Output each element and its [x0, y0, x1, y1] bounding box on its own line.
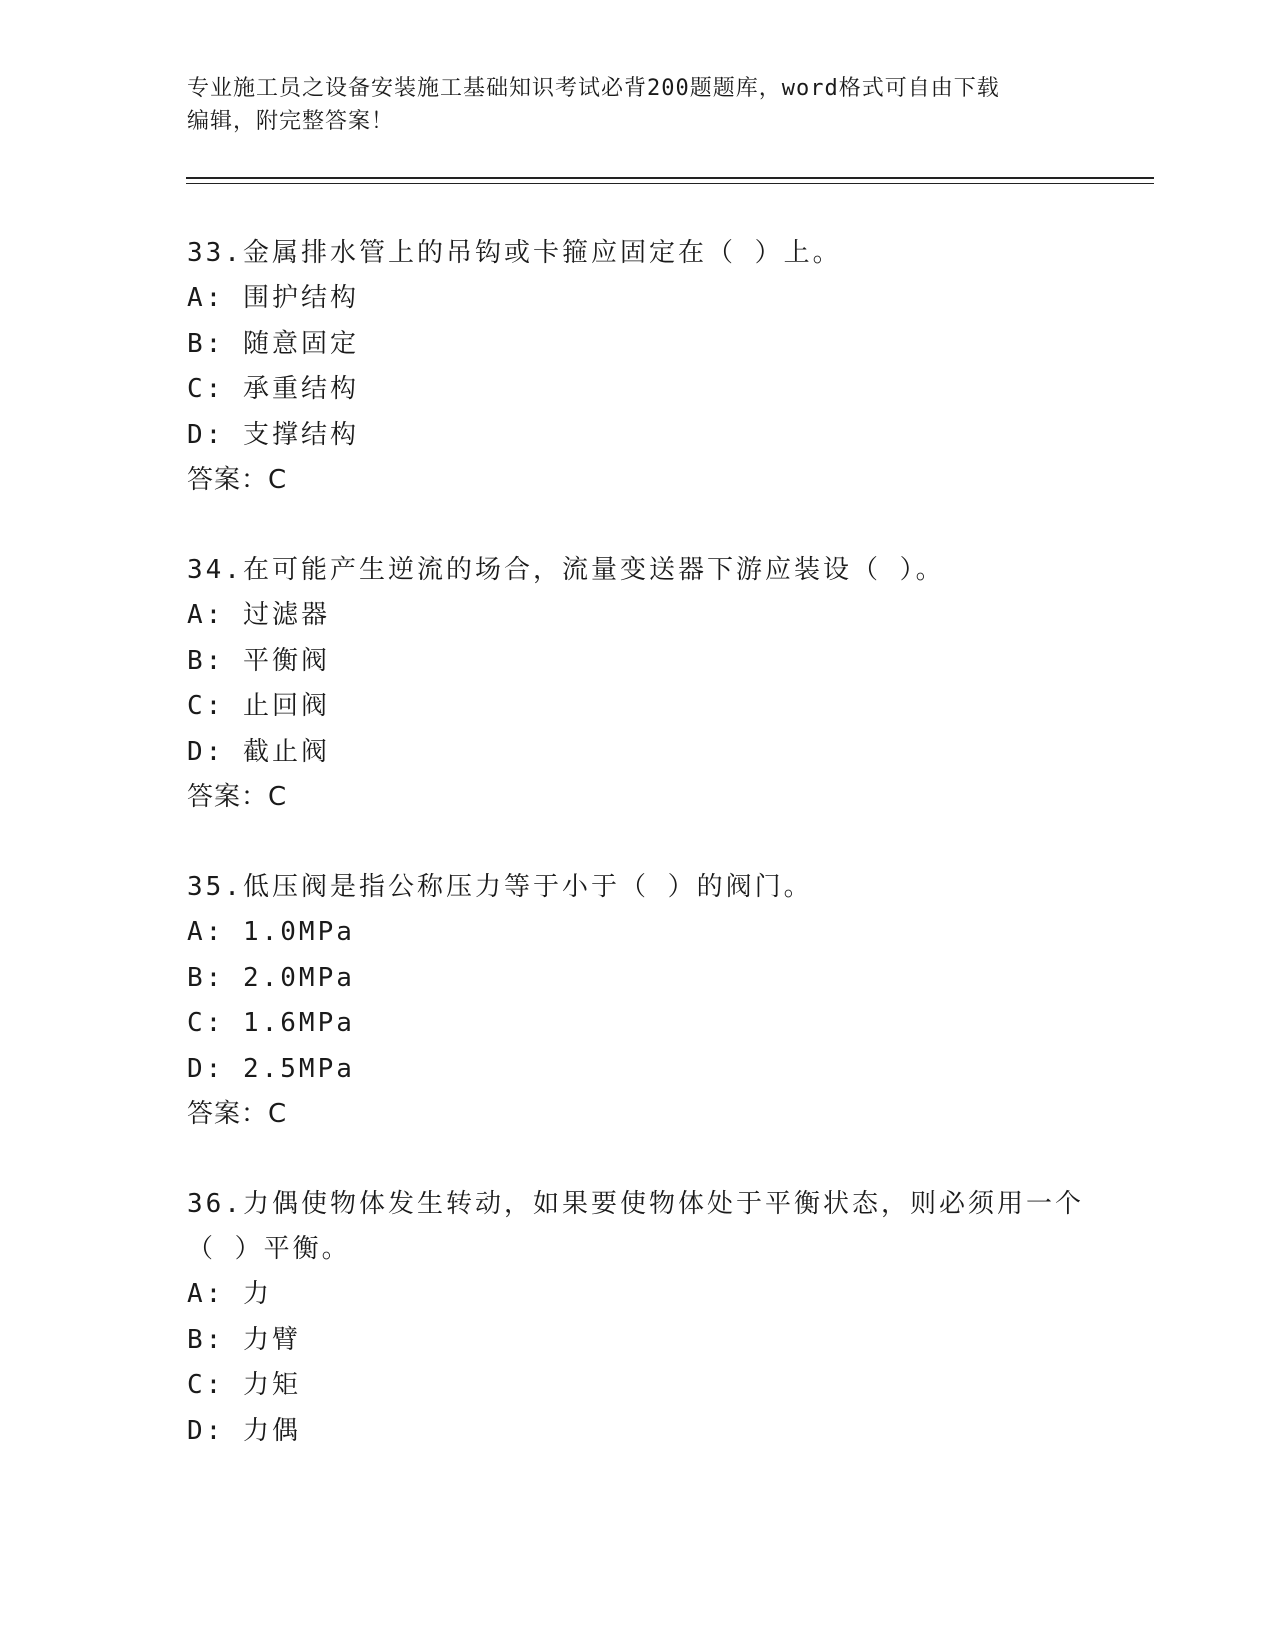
header-line-2: 编辑，附完整答案！ [187, 109, 395, 134]
header-line-1: 专业施工员之设备安装施工基础知识考试必背200题题库，word格式可自由下载 [187, 76, 1000, 101]
option-c: C: 止回阀 [187, 691, 330, 721]
answer: 答案：C [187, 782, 288, 812]
question-text-line-1: 36.力偶使物体发生转动，如果要使物体处于平衡状态，则必须用一个 [187, 1189, 1084, 1219]
answer: 答案：C [187, 1099, 288, 1129]
option-a: A: 过滤器 [187, 600, 330, 630]
option-d: D: 支撑结构 [187, 419, 359, 450]
document-header [187, 72, 1087, 138]
option-b: B: 力臂 [187, 1324, 301, 1355]
question-34 [187, 548, 1087, 820]
option-c: C: 1.6MPa [187, 1008, 355, 1038]
question-text-line-2: （ ）平衡。 [187, 1234, 351, 1264]
option-d: D: 力偶 [187, 1415, 301, 1446]
question-text: 33.金属排水管上的吊钩或卡箍应固定在（ ）上。 [187, 238, 842, 268]
option-b: B: 随意固定 [187, 328, 359, 359]
question-36 [187, 1182, 1087, 1454]
header-divider-bottom [186, 183, 1154, 184]
option-a: A: 力 [187, 1279, 272, 1309]
option-d: D: 截止阀 [187, 736, 330, 767]
answer: 答案：C [187, 465, 288, 495]
option-c: C: 力矩 [187, 1370, 301, 1400]
question-text: 35.低压阀是指公称压力等于小于（ ）的阀门。 [187, 872, 813, 902]
question-text: 34.在可能产生逆流的场合，流量变送器下游应装设（ ）。 [187, 555, 945, 585]
option-b: B: 2.0MPa [187, 962, 355, 993]
option-c: C: 承重结构 [187, 374, 359, 404]
option-a: A: 围护结构 [187, 283, 359, 313]
header-divider-top [186, 177, 1154, 179]
question-33 [187, 231, 1087, 503]
option-a: A: 1.0MPa [187, 917, 355, 947]
option-b: B: 平衡阀 [187, 645, 330, 676]
question-35 [187, 865, 1087, 1137]
option-d: D: 2.5MPa [187, 1053, 355, 1084]
